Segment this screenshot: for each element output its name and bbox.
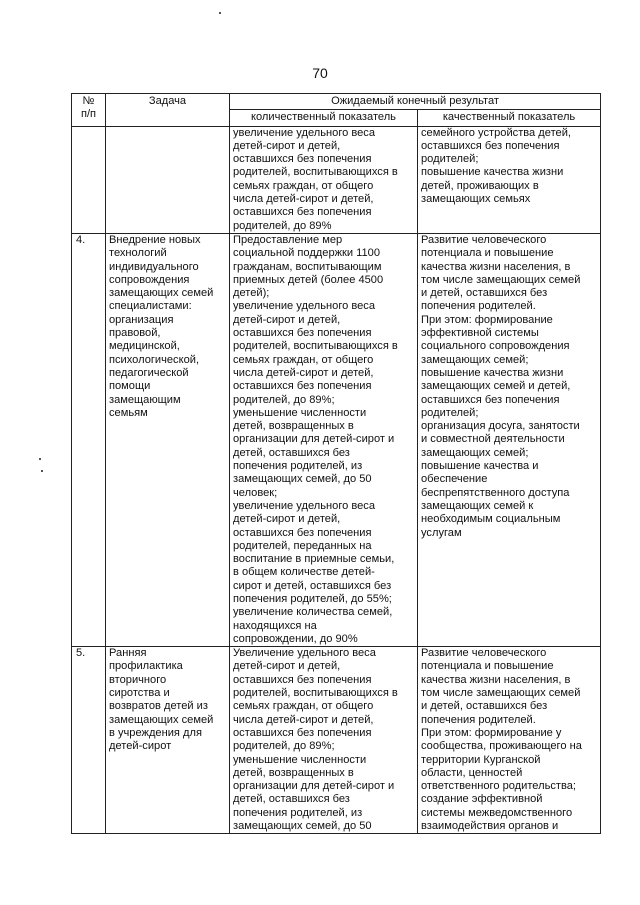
- row-qualitative: семейного устройства детей, оставшихся без попечения родителей; повышение качества жизни детей, проживающих в замещающих семьях: [418, 126, 601, 233]
- table-row: [72, 233, 601, 646]
- header-row: [72, 94, 601, 110]
- row-qualitative: Развитие человеческого потенциала и повышение качества жизни населения, в том числе замещающих семей и детей, оставшихся без попечения родителей. При этом: формирование у сообщества, проживающего на территории Курганской области, ценностей ответственного родительства; создание эффективной системы межведомственного взаимодействия органов и: [418, 647, 601, 834]
- scan-speck: [39, 458, 41, 460]
- header-num: № п/п: [72, 94, 106, 127]
- row-num: [72, 126, 106, 233]
- row-quantitative: увеличение удельного веса детей-сирот и детей, оставшихся без попечения родителей, воспитывающихся в семьях граждан, от общего числа детей-сирот и детей, оставшихся без попечения родителей, до 89%: [230, 126, 418, 233]
- row-task: [106, 126, 230, 233]
- row-num: 4.: [72, 233, 106, 646]
- results-table: [71, 93, 601, 834]
- table-row: [72, 647, 601, 834]
- row-task: Внедрение новых технологий индивидуального сопровождения замещающих семей специалистами: организация правовой, медицинской, психологической, педагогической помощи замещающим семьям: [106, 233, 230, 646]
- scan-speck: [41, 470, 43, 472]
- header-qualitative: качественный показатель: [418, 110, 601, 126]
- table-row: [72, 126, 601, 233]
- header-expected-result: Ожидаемый конечный результат: [230, 94, 601, 110]
- row-quantitative: Увеличение удельного веса детей-сирот и детей, оставшихся без попечения родителей, воспитывающихся в семьях граждан, от общего числа детей-сирот и детей, оставшихся без попечения родителей, до 89%; уменьшение численности детей, возвращенных в организации для детей-сирот и детей, оставшихся без попечения родителей, из замещающих семей, до 50: [230, 647, 418, 834]
- page-number: 70: [312, 65, 328, 81]
- scan-speck: [219, 12, 221, 14]
- header-task: Задача: [106, 94, 230, 127]
- row-num: 5.: [72, 647, 106, 834]
- row-quantitative: Предоставление мер социальной поддержки 1100 гражданам, воспитывающим приемных детей (более 4500 детей); увеличение удельного веса детей-сирот и детей, оставшихся без попечения родителей, воспитывающихся в семьях граждан, от общего числа детей-сирот и детей, оставшихся без попечения родителей, до 89%; уменьшение численности детей, возвращенных в организации для детей-сирот и детей, оставшихся без попечения родителей, из замещающих семей, до 50 человек; увеличение удельного веса детей-сирот и детей, оставшихся без попечения родителей, переданных на воспитание в приемные семьи, в общем количестве детей- сирот и детей, оставшихся без попечения родителей, до 55%; увеличение количества семей, находящихся на сопровождении, до 90%: [230, 233, 418, 646]
- row-task: Ранняя профилактика вторичного сиротства и возвратов детей из замещающих семей в учреждения для детей-сирот: [106, 647, 230, 834]
- header-quantitative: количественный показатель: [230, 110, 418, 126]
- row-qualitative: Развитие человеческого потенциала и повышение качества жизни населения, в том числе замещающих семей и детей, оставшихся без попечения родителей. При этом: формирование эффективной системы социального сопровождения замещающих семей; повышение качества жизни замещающих семей и детей, оставшихся без попечения родителей; организация досуга, занятости и совместной деятельности замещающих семей; повышение качества и обеспечение беспрепятственного доступа замещающих семей к необходимым социальным услугам: [418, 233, 601, 646]
